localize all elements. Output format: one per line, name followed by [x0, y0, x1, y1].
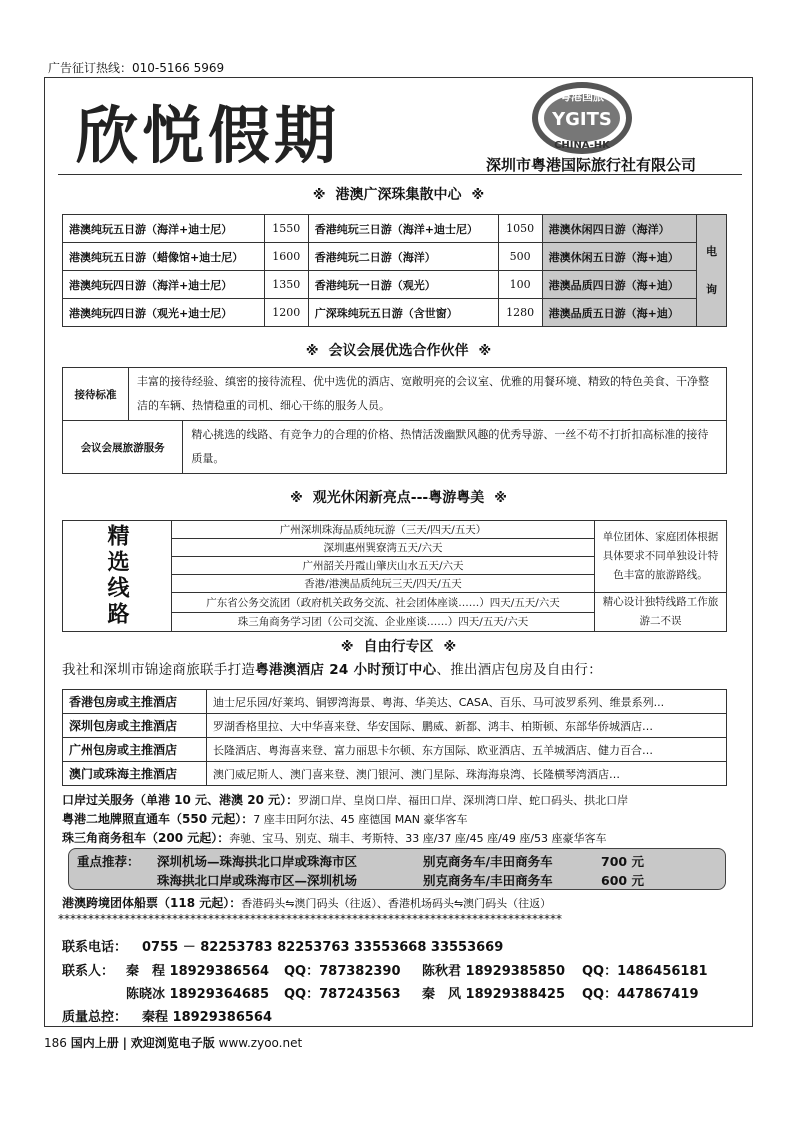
routes-note: 单位团体、家庭团体根据具体要求不同单独设计特色丰富的旅游路线。 [595, 521, 727, 593]
tour-price: 1050 [498, 215, 542, 243]
tour-price: 1600 [264, 243, 308, 271]
star-divider: ************************************************************************************ [58, 912, 562, 926]
contact-person: 秦 程 18929386564 [126, 964, 270, 979]
qc-label: 质量总控： [62, 1010, 128, 1025]
section-title-text: 会议会展优选合作伙伴 [328, 343, 469, 359]
tour-price-table [62, 214, 727, 327]
hotel-list: 长隆酒店、粤海喜来登、富力丽思卡尔顿、东方国际、欧亚酒店、五羊城酒店、健力百合… [207, 738, 727, 762]
section-title-hub [44, 184, 753, 204]
recommend-route: 珠海拱北口岸或珠海市区—深圳机场 [157, 873, 358, 888]
tour-name: 港澳休闲四日游（海洋） [542, 215, 696, 243]
contact-person: 陈秋君 18929385850 [422, 964, 566, 979]
section-title-text: 港澳广深珠集散中心 [335, 187, 462, 203]
service-label: 口岸过关服务（单港 10 元、港澳 20 元）： [62, 793, 299, 807]
footer-url[interactable]: www.zyoo.net [218, 1036, 303, 1050]
recommend-price: 600 元 [601, 873, 644, 888]
tour-name: 港澳纯玩五日游（海洋+迪士尼） [63, 215, 265, 243]
company-name: 深圳市粤港国际旅行社有限公司 [486, 156, 697, 174]
logo-middle-text: YGITS [552, 109, 612, 130]
star-mark-icon: ※ [340, 640, 354, 655]
recommend-price: 700 元 [601, 854, 644, 869]
contact-person: 陈晓冰 18929364685 [126, 987, 270, 1002]
header-divider [58, 174, 742, 175]
recommend-route: 深圳机场—珠海拱北口岸或珠海市区 [157, 854, 358, 869]
star-mark-icon: ※ [443, 640, 457, 655]
table-row [63, 714, 727, 738]
person-label: 联系人： [62, 964, 115, 979]
routes-note: 精心设计独特线路工作旅游二不误 [595, 593, 727, 632]
service-line [62, 829, 607, 846]
meeting-label: 接待标准 [63, 368, 129, 421]
intro-highlight: 粤港澳酒店 24 小时预订中心 [255, 662, 437, 678]
ferry-line [62, 894, 551, 911]
route-item: 广州深圳珠海品质纯玩游（三天/四天/五天） [172, 521, 595, 539]
ad-hotline: 广告征订热线：010-5166 5969 [48, 61, 225, 75]
route-item: 珠三角商务学习团（公司交流、企业座谈……）四天/五天/六天 [172, 612, 595, 632]
section-title-sightseeing [44, 487, 753, 507]
footer-browse: 欢迎浏览电子版 [130, 1036, 215, 1050]
route-item: 广州韶关丹霞山肇庆山水五天/六天 [172, 557, 595, 575]
routes-table [62, 520, 727, 632]
meeting-label: 会议会展旅游服务 [63, 421, 183, 474]
hotel-table [62, 689, 727, 786]
routes-label: 精选线路 [63, 521, 172, 632]
service-text: 罗湖口岸、皇岗口岸、福田口岸、深圳湾口岸、蛇口码头、拱北口岸 [298, 794, 629, 807]
hotel-list: 迪士尼乐园/好莱坞、铜锣湾海景、粤海、华美达、CASA、百乐、马可波罗系列、维景系列... [207, 690, 727, 714]
intro-text: 我社和深圳市锦途商旅联手打造 [62, 662, 256, 678]
route-item: 深圳惠州巽寮湾五天/六天 [172, 539, 595, 557]
company-logo [530, 80, 635, 156]
tour-name: 香港纯玩三日游（海洋+迪士尼） [308, 215, 498, 243]
service-label: 粤港二地牌照直通车（550 元起）： [62, 812, 254, 826]
service-label: 珠三角商务租车（200 元起）： [62, 831, 230, 845]
service-text: 香港码头⇋澳门码头（往返）、香港机场码头⇋澳门码头（往返） [241, 897, 552, 910]
intro-text: 、推出酒店包房及自由行： [436, 662, 602, 678]
tour-price: 1350 [264, 271, 308, 299]
table-row [63, 243, 727, 271]
price-on-request: 电询 [697, 215, 727, 327]
recommend-car: 别克商务车/丰田商务车 [423, 873, 553, 888]
star-mark-icon: ※ [312, 188, 326, 203]
hotel-region: 澳门或珠海主推酒店 [63, 762, 207, 786]
service-text: 奔驰、宝马、别克、瑞丰、考斯特、33 座/37 座/45 座/49 座/53 座豪华客车 [229, 832, 607, 845]
tour-name: 港澳纯玩四日游（观光+迪士尼） [63, 299, 265, 327]
route-item: 广东省公务交流团（政府机关政务交流、社会团体座谈……）四天/五天/六天 [172, 593, 595, 613]
footer-section: 国内上册 [70, 1036, 119, 1050]
section-title-text: 观光休闲新亮点---粤游粤美 [312, 490, 485, 506]
hotel-list: 澳门威尼斯人、澳门喜来登、澳门银河、澳门星际、珠海海泉湾、长隆横琴湾酒店… [207, 762, 727, 786]
tour-name: 港澳品质五日游（海+迪） [542, 299, 696, 327]
hotel-list: 罗湖香格里拉、大中华喜来登、华安国际、鹏威、新都、鸿丰、柏斯顿、东部华侨城酒店… [207, 714, 727, 738]
table-row [63, 299, 727, 327]
tour-price: 100 [498, 271, 542, 299]
tour-name: 港澳纯玩四日游（海洋+迪士尼） [63, 271, 265, 299]
tour-name: 港澳休闲五日游（海+迪） [542, 243, 696, 271]
tour-name: 广深珠纯玩五日游（含世窗） [308, 299, 498, 327]
brand-title: 欣悦假期 [76, 99, 341, 172]
star-mark-icon: ※ [290, 491, 303, 506]
contact-qq: QQ：1486456181 [582, 964, 708, 979]
recommend-box [68, 848, 726, 890]
tour-price: 1280 [498, 299, 542, 327]
page-footer [44, 1034, 302, 1051]
service-label: 港澳跨境团体船票（118 元起）： [62, 896, 242, 910]
tour-price: 1200 [264, 299, 308, 327]
recommend-label: 重点推荐： [77, 854, 140, 869]
table-row [63, 738, 727, 762]
logo-bottom-text: CHINA-HK [554, 140, 610, 151]
route-item: 香港/港澳品质纯玩三天/四天/五天 [172, 575, 595, 593]
contact-qq: QQ：787382390 [284, 964, 401, 979]
tour-price: 500 [498, 243, 542, 271]
section-title-meeting [44, 340, 753, 360]
logo-top-text: 粤港国旅 [560, 90, 604, 103]
table-row [63, 690, 727, 714]
tour-name: 香港纯玩二日游（海洋） [308, 243, 498, 271]
qc-contact: 秦程 18929386564 [142, 1010, 273, 1025]
table-row [63, 762, 727, 786]
service-text: 7 座丰田阿尔法、45 座德国 MAN 豪华客车 [253, 813, 468, 826]
star-mark-icon: ※ [471, 188, 485, 203]
star-mark-icon: ※ [305, 344, 319, 359]
contact-qq: QQ：447867419 [582, 987, 699, 1002]
contact-qq: QQ：787243563 [284, 987, 401, 1002]
hotel-region: 香港包房或主推酒店 [63, 690, 207, 714]
section-title-text: 自由行专区 [363, 639, 434, 655]
contact-person: 秦 风 18929388425 [422, 987, 566, 1002]
hotel-region: 广州包房或主推酒店 [63, 738, 207, 762]
tour-price: 1550 [264, 215, 308, 243]
table-row [63, 368, 727, 421]
phone-numbers: 0755 － 82253783 82253763 33553668 33553669 [142, 940, 504, 955]
table-row [63, 421, 727, 474]
tour-name: 香港纯玩一日游（观光） [308, 271, 498, 299]
meeting-table [62, 367, 727, 474]
tour-name: 港澳纯玩五日游（蜡像馆+迪士尼） [63, 243, 265, 271]
service-line [62, 791, 628, 808]
hotel-region: 深圳包房或主推酒店 [63, 714, 207, 738]
footer-separator: | [122, 1036, 127, 1050]
star-mark-icon: ※ [478, 344, 492, 359]
table-row [63, 521, 727, 539]
service-line [62, 810, 467, 827]
phone-label: 联系电话： [62, 940, 128, 955]
table-row [63, 271, 727, 299]
table-row [63, 215, 727, 243]
tour-name: 港澳品质四日游（海+迪） [542, 271, 696, 299]
recommend-car: 别克商务车/丰田商务车 [423, 854, 553, 869]
page-number: 186 [44, 1036, 67, 1050]
meeting-text: 丰富的接待经验、缜密的接待流程、优中选优的酒店、宽敞明亮的会议室、优雅的用餐环境、精致的特色美食、干净整洁的车辆、热情稳重的司机、细心干练的服务人员。 [129, 368, 727, 421]
star-mark-icon: ※ [494, 491, 507, 506]
section-title-free-travel [44, 636, 753, 656]
free-travel-intro [62, 658, 602, 678]
meeting-text: 精心挑选的线路、有竞争力的合理的价格、热情活泼幽默风趣的优秀导游、一丝不苟不打折扣高标准的接待质量。 [183, 421, 727, 474]
